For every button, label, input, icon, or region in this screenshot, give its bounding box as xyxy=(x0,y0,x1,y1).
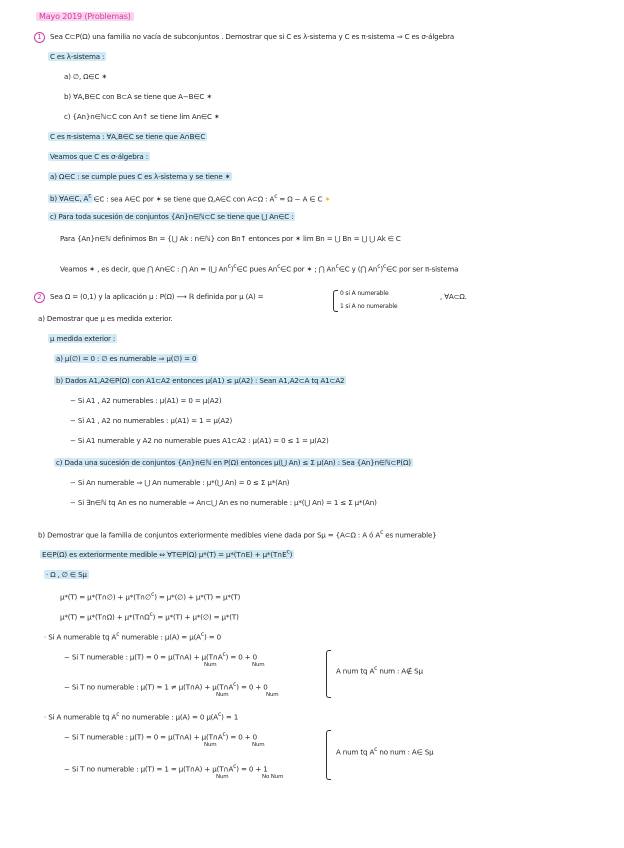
case-b-t-numerable: − Si T numerable : μ(T) = 0 = μ(T∩A) + $\mu(T\cap A^c) = 0 + 0$ xyxy=(64,732,257,742)
case-b-t-no-numerable-sub-2: No Num xyxy=(262,774,284,780)
vamos-line: Veamos ✶ , es decir, que ⋂ An∈C : ⋂ An = (⋃ An$^c$)$^c$∈C pues An$^c$∈C por ✶ ; ⋂ An$^c$∈C y (⋂ An$^c$)$^c$∈C por ser π-sistema xyxy=(60,264,459,274)
me-b-case-1: − Si A1 , A2 numerables : μ(A1) = 0 = μ(A2) xyxy=(70,396,222,405)
medida-exterior-heading: μ medida exterior : xyxy=(50,334,116,343)
sigma-condition-c: c) Para toda sucesión de conjuntos {An}n∈ℕ⊂C se tiene que ⋃ An∈C : xyxy=(50,212,294,221)
me-b-case-2: − Si A1 , A2 no numerables : μ(A1) = 1 = μ(A2) xyxy=(70,416,233,425)
case-no-numerable: 1 si A no numerable xyxy=(340,303,398,310)
lambda-condition-a: a) ∅, Ω∈C ✶ xyxy=(64,72,108,81)
page-title: Mayo 2019 (Problemas) xyxy=(36,12,134,22)
me-c-case-2: − Si ∃n∈ℕ tq An es no numerable ⇒ An⊂⋃ An es no numerable : μ*(⋃ An) = 1 ≤ Σ μ*(An) xyxy=(70,498,377,507)
me-b-case-3: − Si A1 numerable y A2 no numerable pues A1⊂A2 : μ(A1) = 0 ≤ 1 = μ(A2) xyxy=(70,436,329,445)
case-b-conclusion: A num tq $A^c$ no num : A∈ Sμ xyxy=(336,747,434,757)
case-a-t-numerable-sub-2: Num xyxy=(252,662,265,668)
case-b-t-no-numerable-sub-1: Num xyxy=(216,774,229,780)
case-b-t-no-numerable: − Si T no numerable : μ(T) = 1 = μ(T∩A) + $\mu(T\cap A^c) = 0 + 1$ xyxy=(64,764,268,774)
case-a-t-no-numerable: − Si T no numerable : μ(T) = 1 ≠ μ(T∩A) + $\mu(T\cap A^c) = 0 + 0$ xyxy=(64,682,268,692)
me-condition-b: b) Dados A1,A2∈P(Ω) con A1⊂A2 entonces μ(A1) ≤ μ(A2) : Sean A1,A2⊂A tq A1⊂A2 xyxy=(56,376,345,385)
sigma-condition-a: a) Ω∈C : se cumple pues C es λ-sistema y se tiene ✶ xyxy=(50,172,231,181)
problem-1-statement: Sea C⊂P(Ω) una familia no vacía de subconjuntos . Demostrar que si C es λ-sistema y C es π-sistema ⇒ C es σ-álgebra xyxy=(50,32,455,41)
lambda-condition-c: c) {An}n∈ℕ⊂C con An↑ se tiene lim An∈C ✶ xyxy=(64,112,220,121)
case-a-t-no-numerable-sub-2: Num xyxy=(266,692,279,698)
me-c-case-1: − Si An numerable ⇒ ⋃ An numerable : μ*(⋃ An) = 0 ≤ Σ μ*(An) xyxy=(70,478,290,487)
me-condition-c: c) Dada una sucesión de conjuntos {An}n∈ℕ en P(Ω) entonces μ(⋃ An) ≤ Σ μ(An) : Sea {An}n∈ℕ⊂P(Ω) xyxy=(56,458,411,467)
part-b-title: b) Demostrar que la familia de conjuntos exteriormente medibles viene dada por Sμ = {A⊂Ω : A ó $A^c$ es numerable} xyxy=(38,530,437,540)
eq-omega: μ*(T) = μ*(T∩Ω) + $\mu*(T\cap\Omega^c) = \mu*(T)$ + μ*(∅) = μ*(T) xyxy=(60,612,239,622)
case-a-brace xyxy=(326,650,331,698)
case-a-t-numerable-sub-1: Num xyxy=(204,662,217,668)
para-line: Para {An}n∈ℕ definimos Bn = {⋃ Ak : n∈ℕ} con Bn↑ entonces por ✶ lim Bn = ⋃ Bn = ⋃ ⋃ Ak ∈ C xyxy=(60,234,401,243)
problem-2-number: 2 xyxy=(34,292,45,303)
exteriormente-medible-def: E∈P(Ω) es exteriormente medible ⇔ ∀T∈P(Ω) μ*(T) = μ*(T∩E) + $\mu*(T\cap E^c)$ xyxy=(42,550,293,560)
veamos-heading: Veamos que C es σ-álgebra : xyxy=(50,152,148,161)
case-a-numerable: · Si A numerable tq $A^c$ numerable : $\mu(A) = \mu(A^c) = 0$ xyxy=(44,632,221,642)
me-condition-a: a) μ(∅) = 0 : ∅ es numerable ⇒ μ(∅) = 0 xyxy=(56,354,197,363)
sigma-condition-b: b) ∀A∈C, $A^c$ ∈C : sea A∈C por ✶ se tiene que Ω,A∈C con A⊂Ω : $A^c = \Omega - A$ ∈ C ✶ xyxy=(50,194,331,204)
problem-2-statement: Sea Ω = (0,1) y la aplicación μ : P(Ω) ⟶ ℝ definida por μ (A) = xyxy=(50,292,264,301)
pi-heading: C es π-sistema : ∀A,B∈C se tiene que A∩B∈C xyxy=(50,132,206,141)
case-b-t-numerable-sub-1: Num xyxy=(204,742,217,748)
cases-brace xyxy=(333,290,338,312)
case-b-numerable: · Si A numerable tq $A^c$ no numerable : μ(A) = 0 $\mu(A^c) = 1$ xyxy=(44,712,239,722)
case-numerable: 0 si A numerable xyxy=(340,290,389,297)
part-a-title: a) Demostrar que μ es medida exterior. xyxy=(38,314,173,323)
case-a-t-numerable: − Si T numerable : μ(T) = 0 = μ(T∩A) + $\mu(T\cap A^c) = 0 + 0$ xyxy=(64,652,257,662)
case-b-brace xyxy=(326,730,331,780)
omega-empty-in-s: · Ω , ∅ ∈ Sμ xyxy=(46,570,87,579)
case-b-t-numerable-sub-2: Num xyxy=(252,742,265,748)
lambda-condition-b: b) ∀A,B∈C con B⊂A se tiene que A−B∈C ✶ xyxy=(64,92,213,101)
case-a-t-no-numerable-sub-1: Num xyxy=(216,692,229,698)
lambda-heading: C es λ-sistema : xyxy=(50,52,105,61)
problem-1-number: 1 xyxy=(34,32,45,43)
case-a-conclusion: A num tq $A^c$ num : A∉ Sμ xyxy=(336,666,423,676)
eq-empty: μ*(T) = μ*(T∩∅) + μ*(T∩∅$^c$) = μ*(∅) + μ*(T) = μ*(T) xyxy=(60,592,241,602)
forall-text: , ∀A⊂Ω. xyxy=(440,292,467,301)
